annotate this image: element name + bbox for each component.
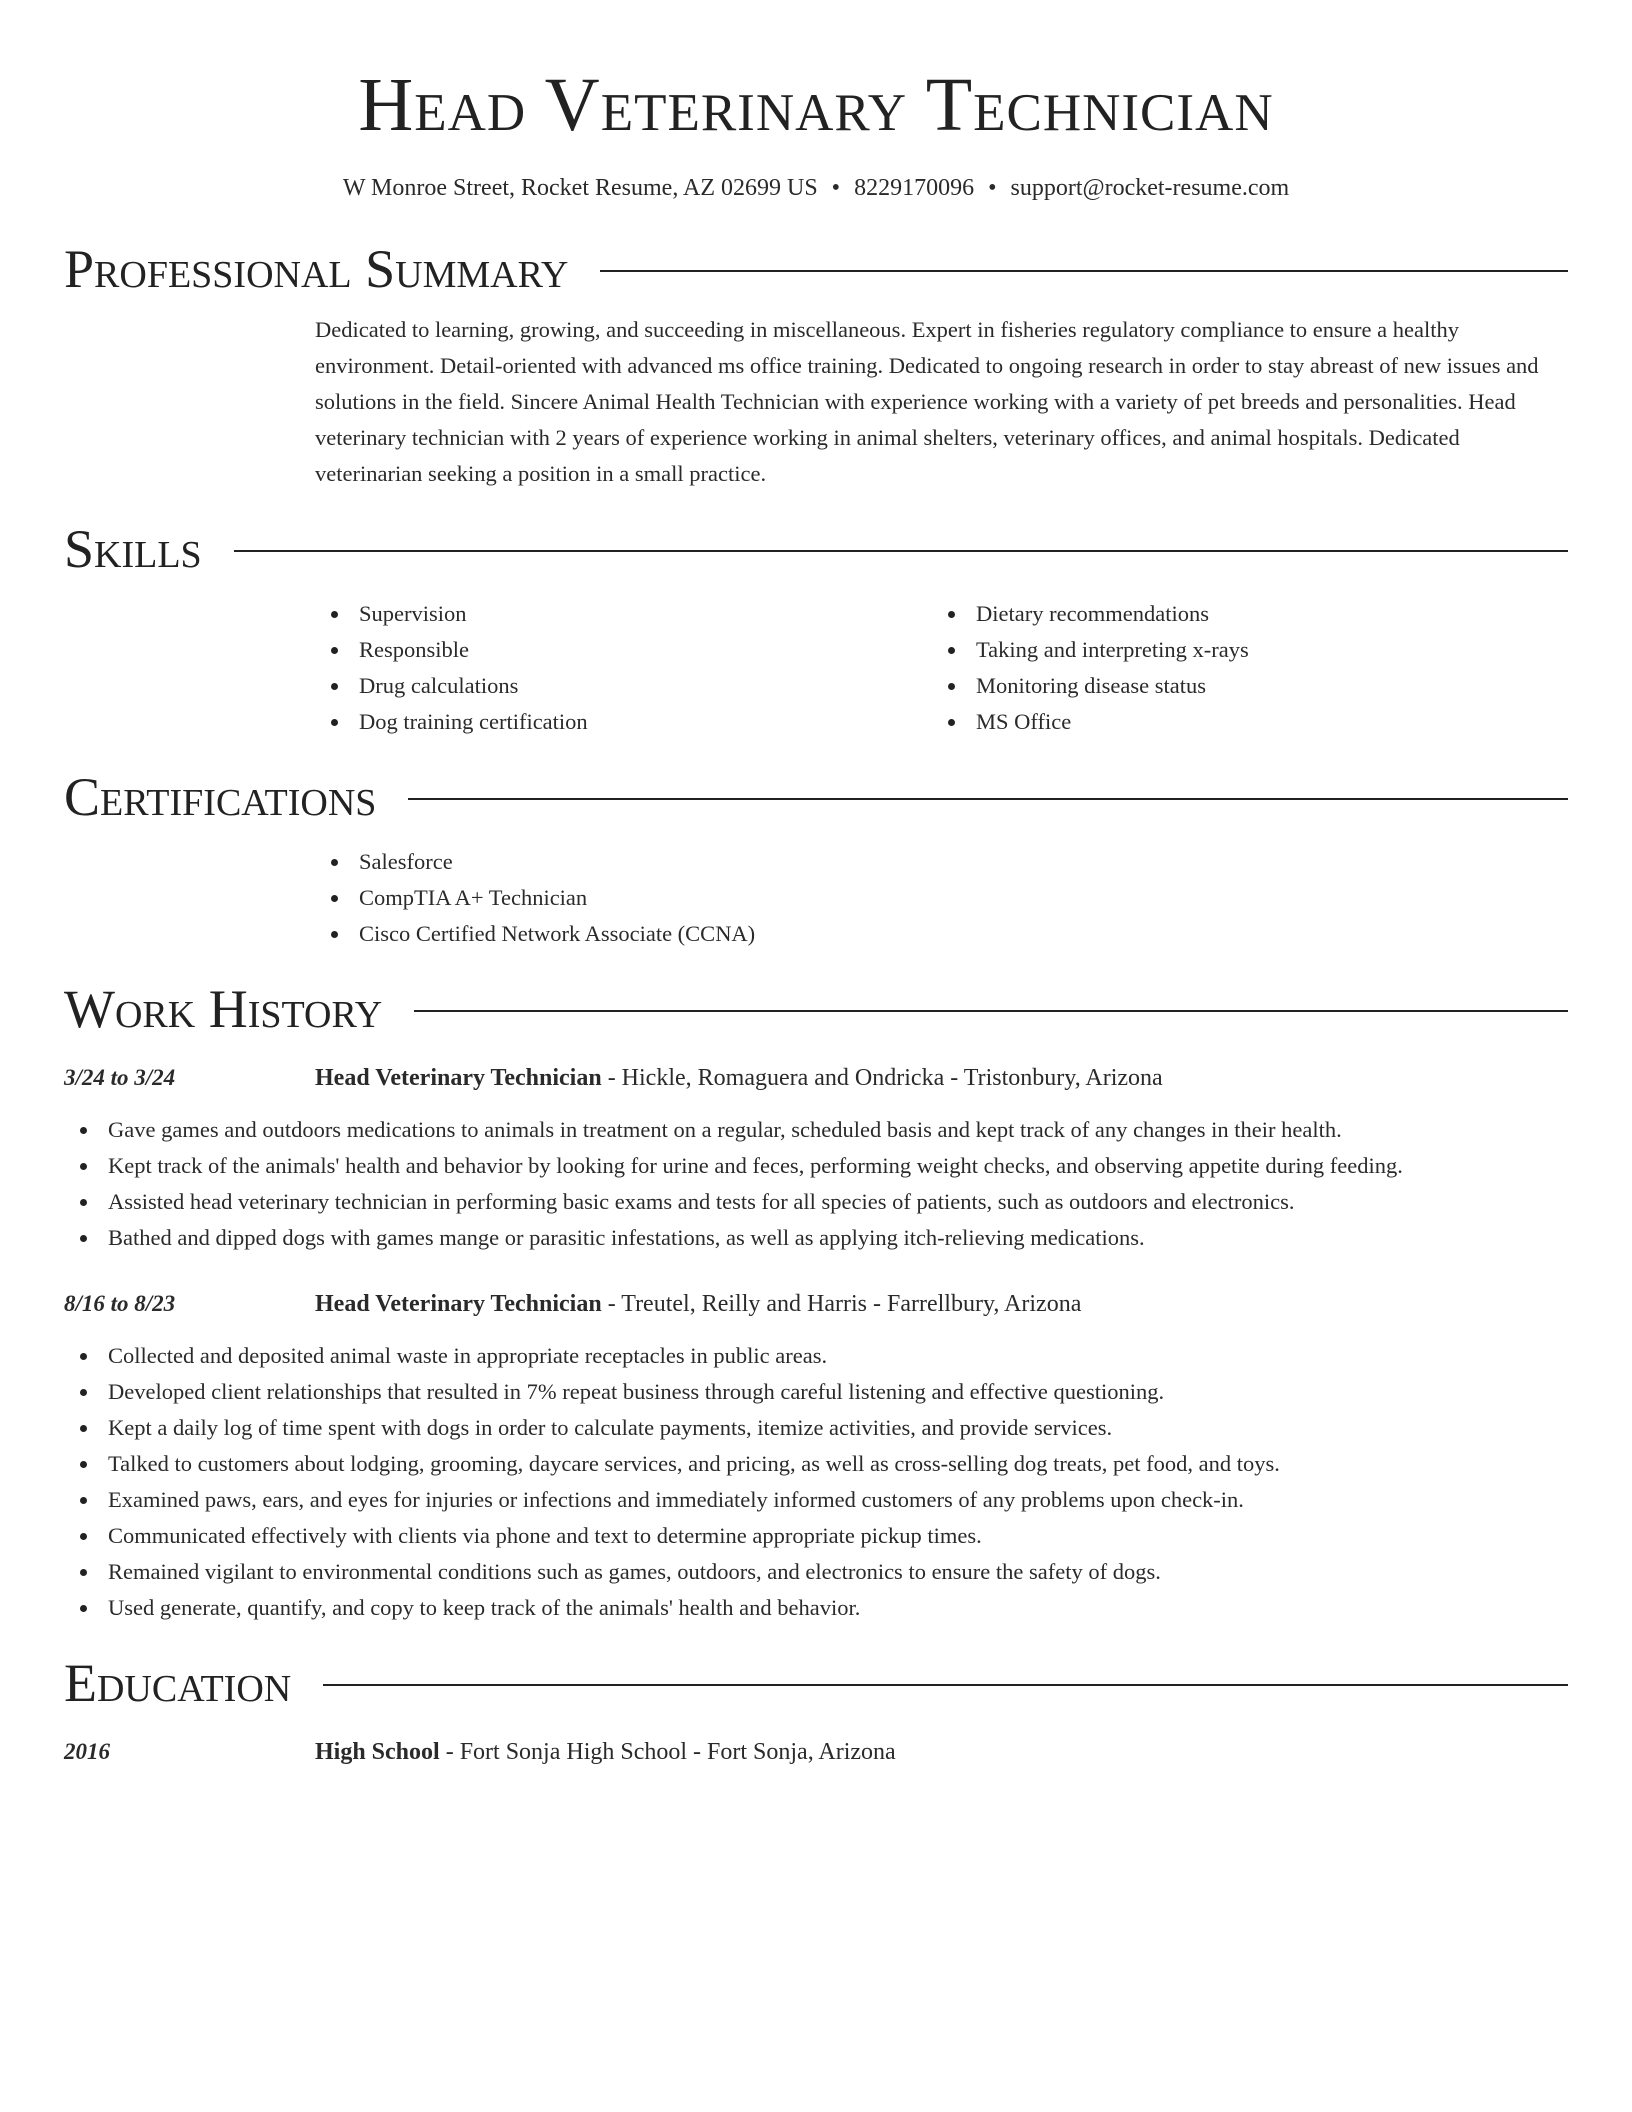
work-history-heading xyxy=(64,978,1568,1040)
certifications-list xyxy=(315,844,1568,952)
education-school: - Fort Sonja High School - Fort Sonja, Arizona xyxy=(439,1739,896,1765)
education-entry xyxy=(64,1734,1568,1770)
contact-line xyxy=(64,172,1568,204)
section-divider xyxy=(408,798,1568,800)
contact-separator: • xyxy=(831,175,841,201)
job-bullet: Gave games and outdoors medications to animals in treatment on a regular, scheduled basis and kept track of any changes in their health. xyxy=(64,1112,1568,1148)
section-divider xyxy=(414,1010,1568,1012)
job-bullets xyxy=(64,1112,1568,1256)
job-employer: - Hickle, Romaguera and Ondricka - Tristonbury, Arizona xyxy=(601,1065,1163,1091)
education-heading-line xyxy=(315,1734,896,1770)
skills-title: Skills xyxy=(64,519,202,579)
job-bullet: Developed client relationships that resulted in 7% repeat business through careful listening and effective questioning. xyxy=(64,1374,1568,1410)
job-bullet: Remained vigilant to environmental conditions such as games, outdoors, and electronics to ensure the safety of dogs. xyxy=(64,1554,1568,1590)
work-history-title: Work History xyxy=(64,979,383,1039)
job-dates: 8/16 to 8/23 xyxy=(64,1291,176,1316)
job-bullet: Used generate, quantify, and copy to keep track of the animals' health and behavior. xyxy=(64,1590,1568,1626)
job-role: Head Veterinary Technician xyxy=(315,1065,602,1091)
contact-separator: • xyxy=(988,175,997,201)
job-bullet: Bathed and dipped dogs with games mange or parasitic infestations, as well as applying itch-relieving medications. xyxy=(64,1220,1568,1256)
skills-list xyxy=(315,596,1568,740)
contact-phone: 8229170096 xyxy=(854,175,975,201)
job-bullet: Examined paws, ears, and eyes for injuries or infections and immediately informed customers of any problems upon check-in. xyxy=(64,1482,1568,1518)
job-bullet: Kept track of the animals' health and behavior by looking for urine and feces, performing weight checks, and observing appetite during feeding. xyxy=(64,1148,1568,1184)
skills-heading xyxy=(64,518,1568,580)
contact-email: support@rocket-resume.com xyxy=(1010,175,1290,201)
skills-column-right xyxy=(932,596,1549,740)
skill-item: Dietary recommendations xyxy=(932,596,1549,632)
skill-item: Taking and interpreting x-rays xyxy=(932,632,1549,668)
skills-section xyxy=(64,518,1568,740)
job-bullet: Talked to customers about lodging, grooming, daycare services, and pricing, as well as cross-selling dog treats, pet food, and toys. xyxy=(64,1446,1568,1482)
summary-title: Professional Summary xyxy=(64,239,569,299)
job-bullet: Communicated effectively with clients via phone and text to determine appropriate pickup times. xyxy=(64,1518,1568,1554)
certifications-title: Certifications xyxy=(64,767,377,827)
skill-item: Drug calculations xyxy=(315,668,932,704)
job-dates: 3/24 to 3/24 xyxy=(64,1065,176,1090)
education-title: Education xyxy=(64,1653,292,1713)
job-bullet: Assisted head veterinary technician in performing basic exams and tests for all species of patients, such as outdoors and electronics. xyxy=(64,1184,1568,1220)
resume-name: Head Veterinary Technician xyxy=(358,63,1274,147)
skills-column-left xyxy=(315,596,932,740)
section-divider xyxy=(323,1684,1568,1686)
job-employer: - Treutel, Reilly and Harris - Farrellbury, Arizona xyxy=(601,1291,1082,1317)
skill-item: Responsible xyxy=(315,632,932,668)
summary-heading xyxy=(64,238,1568,300)
job-bullet: Kept a daily log of time spent with dogs in order to calculate payments, itemize activities, and provide services. xyxy=(64,1410,1568,1446)
certification-item: Cisco Certified Network Associate (CCNA) xyxy=(315,916,1568,952)
job-bullet: Collected and deposited animal waste in appropriate receptacles in public areas. xyxy=(64,1338,1568,1374)
section-divider xyxy=(600,270,1568,272)
work-history-section xyxy=(64,978,1568,1626)
job-heading xyxy=(315,1286,1081,1322)
education-heading xyxy=(64,1652,1568,1714)
job-entry xyxy=(64,1286,1568,1626)
skill-item: Monitoring disease status xyxy=(932,668,1549,704)
section-divider xyxy=(234,550,1568,552)
contact-address: W Monroe Street, Rocket Resume, AZ 02699 US xyxy=(342,175,818,201)
certifications-section xyxy=(64,766,1568,952)
job-heading xyxy=(315,1060,1163,1096)
education-section xyxy=(64,1652,1568,1770)
certifications-heading xyxy=(64,766,1568,828)
summary-text: Dedicated to learning, growing, and succeeding in miscellaneous. Expert in fisheries regulatory compliance to ensure a healthy environment. Detail-oriented with advanced ms office training. Dedicated to ongoing research in order to stay abreast of new issues and solutions in the field. Sincere Animal Health Technician with experience working with a variety of pet breeds and personalities. Head veterinary technician with 2 years of experience working in animal shelters, veterinary offices, and animal hospitals. Dedicated veterinarian seeking a position in a small practice. xyxy=(315,317,1539,486)
certification-item: Salesforce xyxy=(315,844,1568,880)
education-degree: High School xyxy=(315,1739,440,1765)
summary-section xyxy=(64,238,1568,492)
job-role: Head Veterinary Technician xyxy=(315,1291,602,1317)
skill-item: MS Office xyxy=(932,704,1549,740)
skill-item: Supervision xyxy=(315,596,932,632)
job-bullets xyxy=(64,1338,1568,1626)
resume-page xyxy=(64,0,1568,1770)
job-entry xyxy=(64,1060,1568,1256)
skill-item: Dog training certification xyxy=(315,704,932,740)
education-year: 2016 xyxy=(64,1739,110,1764)
certification-item: CompTIA A+ Technician xyxy=(315,880,1568,916)
